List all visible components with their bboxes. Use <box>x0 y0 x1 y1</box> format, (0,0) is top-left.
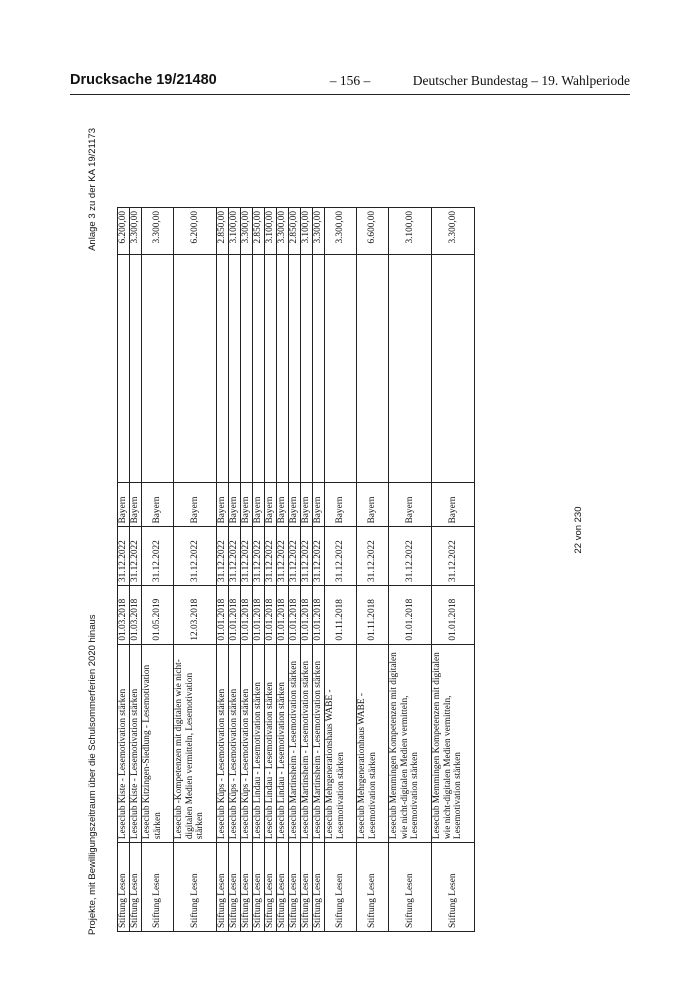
end-date-cell: 31.12.2022 <box>289 527 301 586</box>
empty-cell <box>130 254 142 482</box>
amount-cell: 3.300,00 <box>142 208 174 255</box>
table-caption: Projekte, mit Bewilligungszeitraum über die Schulsommerferien 2020 hinaus <box>87 614 98 935</box>
end-date-cell: 31.12.2022 <box>217 527 229 586</box>
end-date-cell: 31.12.2022 <box>229 527 241 586</box>
project-cell: Leseclub Martinsheim - Lesemotivation stärken <box>313 644 325 843</box>
organization-cell: Stiftung Lesen <box>389 843 432 932</box>
amount-cell: 3.300,00 <box>432 208 475 255</box>
end-date-cell: 31.12.2022 <box>130 527 142 586</box>
organization-cell: Stiftung Lesen <box>118 843 130 932</box>
empty-cell <box>229 254 241 482</box>
amount-cell: 2.850,00 <box>217 208 229 255</box>
start-date-cell: 01.01.2018 <box>289 586 301 645</box>
empty-cell <box>142 254 174 482</box>
state-cell: Bayern <box>325 482 357 527</box>
organization-cell: Stiftung Lesen <box>313 843 325 932</box>
start-date-cell: 01.01.2018 <box>241 586 253 645</box>
end-date-cell: 31.12.2022 <box>325 527 357 586</box>
project-cell: Leseclub Mehrgenerationshaus WABE - Lesemotivation stärken <box>325 644 357 843</box>
organization-cell: Stiftung Lesen <box>229 843 241 932</box>
empty-cell <box>313 254 325 482</box>
state-cell: Bayern <box>357 482 389 527</box>
page-number-header: – 156 – <box>329 73 371 88</box>
project-cell: Leseclub Kiste - Lesemotivation stärken <box>118 644 130 843</box>
state-cell: Bayern <box>301 482 313 527</box>
amount-cell: 6.200,00 <box>118 208 130 255</box>
end-date-cell: 31.12.2022 <box>313 527 325 586</box>
end-date-cell: 31.12.2022 <box>389 527 432 586</box>
table-row <box>229 208 241 932</box>
state-cell: Bayern <box>217 482 229 527</box>
document-number: Drucksache 19/21480 <box>70 72 217 88</box>
start-date-cell: 01.11.2018 <box>325 586 357 645</box>
empty-cell <box>325 254 357 482</box>
project-cell: Leseclub Küps - Lesemotivation stärken <box>229 644 241 843</box>
organization-cell: Stiftung Lesen <box>142 843 174 932</box>
table-row <box>357 208 389 932</box>
project-cell: Leseclub Martinsheim - Lesemotivation stärken <box>289 644 301 843</box>
project-cell: Leseclub Memmingen Kompetenzen mit digitalen wie nicht-digitalen Medien vermitteln, Lesemotivation stärken <box>432 644 475 843</box>
start-date-cell: 01.01.2018 <box>389 586 432 645</box>
organization-cell: Stiftung Lesen <box>217 843 229 932</box>
table-row <box>241 208 253 932</box>
state-cell: Bayern <box>389 482 432 527</box>
organization-cell: Stiftung Lesen <box>301 843 313 932</box>
rotated-annex-page <box>85 120 625 940</box>
table-row <box>217 208 229 932</box>
start-date-cell: 01.05.2019 <box>142 586 174 645</box>
table-row <box>253 208 265 932</box>
table-row <box>277 208 289 932</box>
organization-cell: Stiftung Lesen <box>174 843 217 932</box>
table-row <box>265 208 277 932</box>
annex-reference: Anlage 3 zu der KA 19/21173 <box>87 128 98 251</box>
state-cell: Bayern <box>130 482 142 527</box>
projects-table <box>117 207 475 932</box>
end-date-cell: 31.12.2022 <box>277 527 289 586</box>
empty-cell <box>253 254 265 482</box>
start-date-cell: 01.01.2018 <box>313 586 325 645</box>
amount-cell: 2.850,00 <box>253 208 265 255</box>
organization-cell: Stiftung Lesen <box>253 843 265 932</box>
organization-cell: Stiftung Lesen <box>265 843 277 932</box>
organization-cell: Stiftung Lesen <box>432 843 475 932</box>
organization-cell: Stiftung Lesen <box>325 843 357 932</box>
start-date-cell: 01.03.2018 <box>118 586 130 645</box>
end-date-cell: 31.12.2022 <box>142 527 174 586</box>
start-date-cell: 01.03.2018 <box>130 586 142 645</box>
empty-cell <box>301 254 313 482</box>
empty-cell <box>432 254 475 482</box>
state-cell: Bayern <box>313 482 325 527</box>
start-date-cell: 01.01.2018 <box>253 586 265 645</box>
table-row <box>313 208 325 932</box>
state-cell: Bayern <box>277 482 289 527</box>
project-cell: Leseclub Lindau - Lesemotivation stärken <box>253 644 265 843</box>
empty-cell <box>389 254 432 482</box>
end-date-cell: 31.12.2022 <box>253 527 265 586</box>
start-date-cell: 01.01.2018 <box>265 586 277 645</box>
project-cell: Leseclub Martinsheim - Lesemotivation stärken <box>301 644 313 843</box>
end-date-cell: 31.12.2022 <box>432 527 475 586</box>
amount-cell: 2.850,00 <box>289 208 301 255</box>
end-date-cell: 31.12.2022 <box>118 527 130 586</box>
organization-cell: Stiftung Lesen <box>277 843 289 932</box>
organization-cell: Stiftung Lesen <box>357 843 389 932</box>
table-row <box>389 208 432 932</box>
amount-cell: 3.300,00 <box>325 208 357 255</box>
project-cell: Leseclub Memmingen Kompetenzen mit digitalen wie nicht-digitalen Medien vermitteln, Lesemotivation stärken <box>389 644 432 843</box>
project-cell: Leseclub Mehrgenerationhaus WABE - Lesemotivation stärken <box>357 644 389 843</box>
state-cell: Bayern <box>289 482 301 527</box>
state-cell: Bayern <box>253 482 265 527</box>
organization-cell: Stiftung Lesen <box>241 843 253 932</box>
amount-cell: 3.100,00 <box>229 208 241 255</box>
state-cell: Bayern <box>229 482 241 527</box>
amount-cell: 3.100,00 <box>301 208 313 255</box>
end-date-cell: 31.12.2022 <box>174 527 217 586</box>
empty-cell <box>217 254 229 482</box>
amount-cell: 3.300,00 <box>130 208 142 255</box>
project-cell: Leseclub -Kompetenzen mit digitalen wie nicht-digitalen Medien vermitteln, Lesemotivation stärken <box>174 644 217 843</box>
empty-cell <box>357 254 389 482</box>
table-row <box>289 208 301 932</box>
amount-cell: 6.600,00 <box>357 208 389 255</box>
start-date-cell: 01.01.2018 <box>277 586 289 645</box>
start-date-cell: 01.01.2018 <box>217 586 229 645</box>
amount-cell: 3.100,00 <box>265 208 277 255</box>
table-row <box>130 208 142 932</box>
empty-cell <box>277 254 289 482</box>
organization-cell: Stiftung Lesen <box>130 843 142 932</box>
project-cell: Leseclub Kiste - Lesemotivation stärken <box>130 644 142 843</box>
empty-cell <box>174 254 217 482</box>
table-row <box>142 208 174 932</box>
end-date-cell: 31.12.2022 <box>241 527 253 586</box>
amount-cell: 3.300,00 <box>277 208 289 255</box>
organization-cell: Stiftung Lesen <box>289 843 301 932</box>
state-cell: Bayern <box>118 482 130 527</box>
amount-cell: 3.300,00 <box>313 208 325 255</box>
table-row <box>301 208 313 932</box>
end-date-cell: 31.12.2022 <box>357 527 389 586</box>
table-row <box>174 208 217 932</box>
project-cell: Leseclub Lindau - Lesemotivation stärken <box>265 644 277 843</box>
page-header <box>70 72 630 92</box>
project-cell: Leseclub Lindau - Lesemotivation stärken <box>277 644 289 843</box>
end-date-cell: 31.12.2022 <box>265 527 277 586</box>
state-cell: Bayern <box>241 482 253 527</box>
amount-cell: 6.200,00 <box>174 208 217 255</box>
state-cell: Bayern <box>265 482 277 527</box>
parliament-term: Deutscher Bundestag – 19. Wahlperiode <box>412 73 630 88</box>
start-date-cell: 01.01.2018 <box>229 586 241 645</box>
amount-cell: 3.300,00 <box>241 208 253 255</box>
header-rule <box>70 94 630 95</box>
table-row <box>325 208 357 932</box>
project-cell: Leseclub Küps - Lesemotivation stärken <box>241 644 253 843</box>
start-date-cell: 01.11.2018 <box>357 586 389 645</box>
end-date-cell: 31.12.2022 <box>301 527 313 586</box>
amount-cell: 3.100,00 <box>389 208 432 255</box>
project-cell: Leseclub Kitzingen-Siedlung - Lesemotivation stärken <box>142 644 174 843</box>
table-row <box>118 208 130 932</box>
table-row <box>432 208 475 932</box>
empty-cell <box>241 254 253 482</box>
empty-cell <box>265 254 277 482</box>
state-cell: Bayern <box>174 482 217 527</box>
state-cell: Bayern <box>432 482 475 527</box>
project-cell: Leseclub Küps - Lesemotivation stärken <box>217 644 229 843</box>
start-date-cell: 01.01.2018 <box>432 586 475 645</box>
start-date-cell: 01.01.2018 <box>301 586 313 645</box>
empty-cell <box>118 254 130 482</box>
empty-cell <box>289 254 301 482</box>
state-cell: Bayern <box>142 482 174 527</box>
start-date-cell: 12.03.2018 <box>174 586 217 645</box>
page-footer-number: 22 von 230 <box>573 506 584 554</box>
